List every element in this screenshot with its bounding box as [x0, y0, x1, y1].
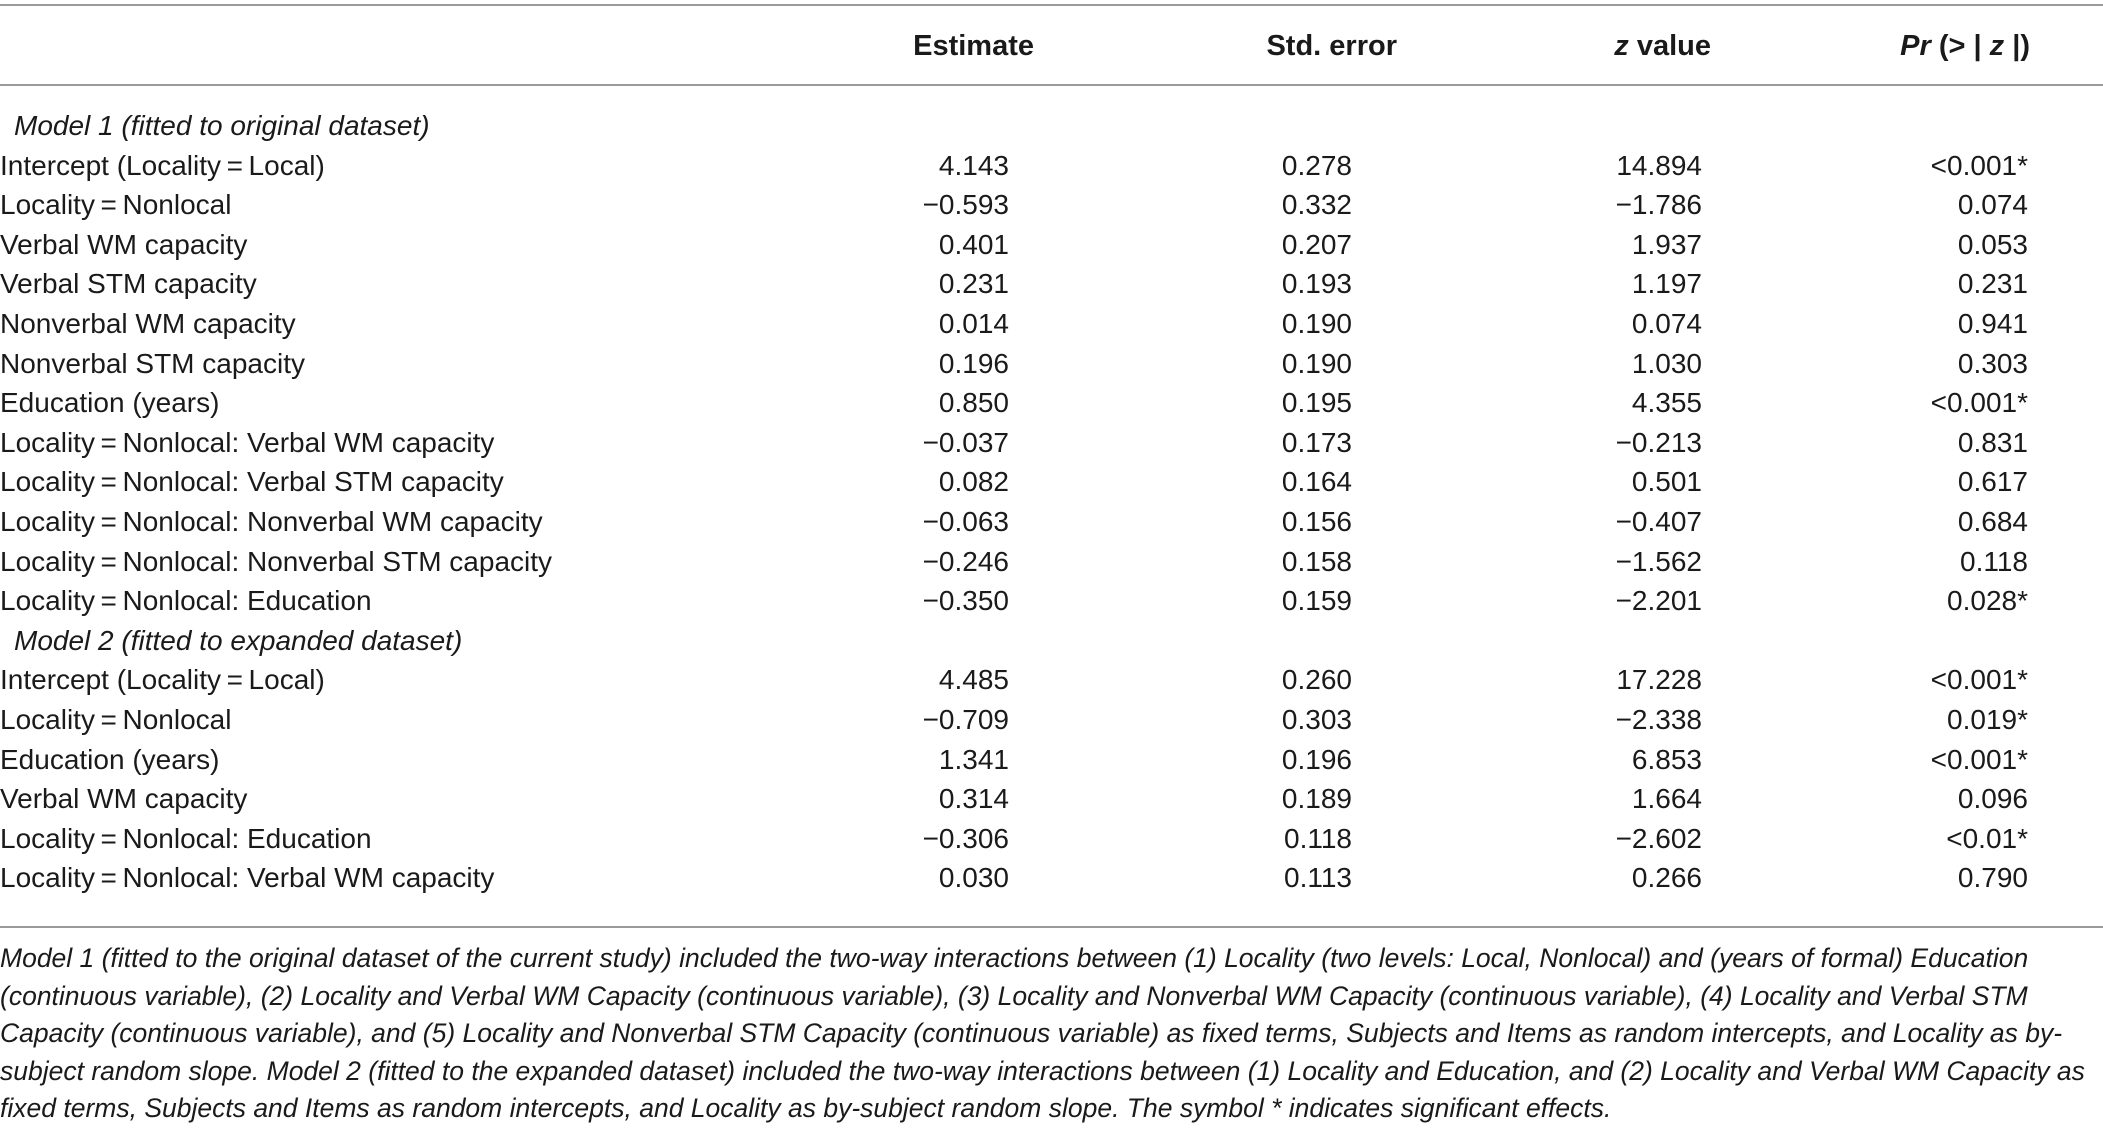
table-row: [0, 344, 2103, 384]
p-value-cell: 0.831: [1957, 426, 2028, 458]
z-value-cell: 4.355: [1631, 387, 1702, 419]
term-cell: Intercept (Locality = Local): [0, 664, 325, 696]
table-row: [0, 502, 2103, 542]
header-z-value: [1614, 22, 1711, 70]
estimate-cell: 0.401: [938, 228, 1009, 260]
term-cell: Locality = Nonlocal: Nonverbal WM capacity: [0, 506, 543, 537]
model2-section-label: Model 2 (fitted to expanded dataset): [14, 624, 463, 656]
p-value-cell: 0.617: [1957, 466, 2028, 498]
term-cell: Locality = Nonlocal: [0, 189, 232, 221]
pr-open: (> |: [1930, 30, 1990, 62]
table-row: [0, 858, 2103, 898]
p-value-cell: 0.684: [1957, 506, 2028, 537]
std-error-cell: 0.159: [1281, 585, 1352, 617]
z-value-cell: 1.664: [1631, 783, 1702, 815]
term-cell: Locality = Nonlocal: Verbal WM capacity: [0, 862, 495, 894]
std-error-cell: 0.113: [1284, 862, 1352, 894]
estimate-cell: 0.014: [938, 308, 1009, 339]
table-row: [0, 423, 2103, 463]
p-value-cell: 0.074: [1957, 189, 2028, 221]
p-value-cell: 0.941: [1957, 308, 2028, 339]
table-row: [0, 146, 2103, 186]
z-value-cell: 1.937: [1631, 228, 1702, 260]
z-value-cell: 0.266: [1631, 862, 1702, 894]
z-value-cell: 0.074: [1631, 308, 1702, 339]
z-value-cell: −2.201: [1615, 585, 1702, 617]
p-value-cell: 0.019*: [1947, 704, 2028, 735]
term-cell: Nonverbal STM capacity: [0, 347, 306, 379]
header-std-error: Std. error: [1266, 30, 1397, 62]
z-value-cell: −1.562: [1615, 545, 1702, 577]
p-value-cell: 0.303: [1957, 347, 2028, 379]
std-error-cell: 0.189: [1281, 783, 1352, 815]
bottom-rule: [0, 926, 2103, 928]
header-rule: [0, 84, 2103, 86]
estimate-cell: 0.231: [938, 268, 1009, 300]
term-cell: Locality = Nonlocal: Nonverbal STM capacity: [0, 545, 553, 577]
term-cell: Education (years): [0, 743, 220, 775]
estimate-cell: −0.063: [922, 506, 1009, 537]
pr-z-symbol: z: [1989, 30, 2005, 62]
pr-symbol: Pr: [1900, 30, 1931, 62]
std-error-cell: 0.193: [1281, 268, 1352, 300]
z-value-cell: −0.407: [1615, 506, 1702, 537]
term-cell: Nonverbal WM capacity: [0, 308, 296, 339]
estimate-cell: 0.030: [938, 862, 1009, 894]
estimate-cell: −0.037: [922, 426, 1009, 458]
estimate-cell: 0.082: [938, 466, 1009, 498]
term-cell: Locality = Nonlocal: Verbal STM capacity: [0, 466, 504, 498]
estimate-cell: 0.196: [938, 347, 1009, 379]
term-cell: Verbal WM capacity: [0, 783, 248, 815]
std-error-cell: 0.260: [1281, 664, 1352, 696]
std-error-cell: 0.173: [1281, 426, 1352, 458]
z-value-cell: −2.602: [1615, 822, 1702, 854]
table-row: [0, 819, 2103, 859]
model1-section-label: Model 1 (fitted to original dataset): [14, 110, 430, 141]
std-error-cell: 0.207: [1281, 228, 1352, 260]
table-row: [0, 740, 2103, 780]
table-footnote: Model 1 (fitted to the original dataset of the current study) included the two-way interactions between (1) Locality (two levels: Local, Nonlocal) and (years of formal) Education (continuous variable), (2) Locality and Verbal WM Capacity (continuous variable), (3) Locality and Nonverbal WM Capacity (continuous variable), (4) Locality and Verbal STM Capacity (continuous variable), and (5) Locality and Nonverbal STM Capacity (continuous variable) as fixed terms, Subjects and Items as random intercepts, and Locality as by-subject random slope. Model 2 (fitted to the expanded dataset) included the two-way interactions between (1) Locality and Education, and (2) Locality and Verbal WM Capacity as fixed terms, Subjects and Items as random intercepts, and Locality as by-subject random slope. The symbol * indicates significant effects.: [0, 943, 2085, 1123]
std-error-cell: 0.156: [1281, 506, 1352, 537]
p-value-cell: <0.001*: [1930, 387, 2028, 419]
term-cell: Verbal STM capacity: [0, 268, 257, 300]
std-error-cell: 0.158: [1281, 545, 1352, 577]
table-row: [0, 304, 2103, 344]
estimate-cell: 0.314: [938, 783, 1009, 815]
z-value-cell: −1.786: [1615, 189, 1702, 221]
std-error-cell: 0.196: [1281, 743, 1352, 775]
estimate-cell: 1.341: [938, 743, 1009, 775]
std-error-cell: 0.332: [1281, 189, 1352, 221]
table-row: [0, 225, 2103, 265]
estimate-cell: −0.306: [922, 822, 1009, 854]
term-cell: Education (years): [0, 387, 220, 419]
term-cell: Verbal WM capacity: [0, 228, 248, 260]
term-cell: Locality = Nonlocal: Education: [0, 822, 372, 854]
table-row: [0, 542, 2103, 582]
table-row: [0, 581, 2103, 621]
term-cell: Locality = Nonlocal: [0, 704, 232, 735]
estimate-cell: −0.350: [922, 585, 1009, 617]
z-value-cell: 1.197: [1631, 268, 1702, 300]
p-value-cell: 0.790: [1957, 862, 2028, 894]
estimate-cell: −0.709: [922, 704, 1009, 735]
table-row: [0, 700, 2103, 740]
model2-section-row: [0, 621, 2103, 661]
std-error-cell: 0.118: [1284, 822, 1352, 854]
term-cell: Intercept (Locality = Local): [0, 149, 325, 181]
std-error-cell: 0.195: [1281, 387, 1352, 419]
estimate-cell: −0.246: [922, 545, 1009, 577]
p-value-cell: 0.053: [1957, 228, 2028, 260]
z-value-cell: 6.853: [1631, 743, 1702, 775]
table-row: [0, 185, 2103, 225]
p-value-cell: 0.231: [1957, 268, 2028, 300]
estimate-cell: −0.593: [922, 189, 1009, 221]
estimate-cell: 4.485: [938, 664, 1009, 696]
std-error-cell: 0.303: [1281, 704, 1352, 735]
p-value-cell: <0.001*: [1930, 743, 2028, 775]
z-value-cell: −2.338: [1615, 704, 1702, 735]
z-value-cell: −0.213: [1615, 426, 1702, 458]
p-value-cell: <0.001*: [1930, 664, 2028, 696]
std-error-cell: 0.190: [1281, 308, 1352, 339]
p-value-cell: 0.096: [1957, 783, 2028, 815]
z-value-text: value: [1628, 30, 1711, 62]
top-rule: [0, 4, 2103, 6]
estimate-cell: 4.143: [938, 149, 1009, 181]
term-cell: Locality = Nonlocal: Verbal WM capacity: [0, 426, 495, 458]
z-value-cell: 0.501: [1631, 466, 1702, 498]
header-pr: [1900, 22, 2030, 70]
p-value-cell: 0.028*: [1947, 585, 2028, 617]
std-error-cell: 0.278: [1281, 149, 1352, 181]
z-value-cell: 1.030: [1631, 347, 1702, 379]
table-row: [0, 462, 2103, 502]
table-row: [0, 660, 2103, 700]
std-error-cell: 0.164: [1281, 466, 1352, 498]
z-value-cell: 17.228: [1616, 664, 1702, 696]
std-error-cell: 0.190: [1281, 347, 1352, 379]
table-row: [0, 264, 2103, 304]
pr-close: |): [2004, 30, 2030, 62]
z-symbol: z: [1614, 30, 1629, 62]
model1-section-row: [0, 106, 2103, 146]
p-value-cell: 0.118: [1960, 545, 2028, 577]
header-estimate: Estimate: [913, 30, 1034, 62]
table-row: [0, 383, 2103, 423]
table-row: [0, 779, 2103, 819]
p-value-cell: <0.001*: [1930, 149, 2028, 181]
p-value-cell: <0.01*: [1946, 822, 2028, 854]
estimate-cell: 0.850: [938, 387, 1009, 419]
z-value-cell: 14.894: [1616, 149, 1702, 181]
term-cell: Locality = Nonlocal: Education: [0, 585, 372, 617]
